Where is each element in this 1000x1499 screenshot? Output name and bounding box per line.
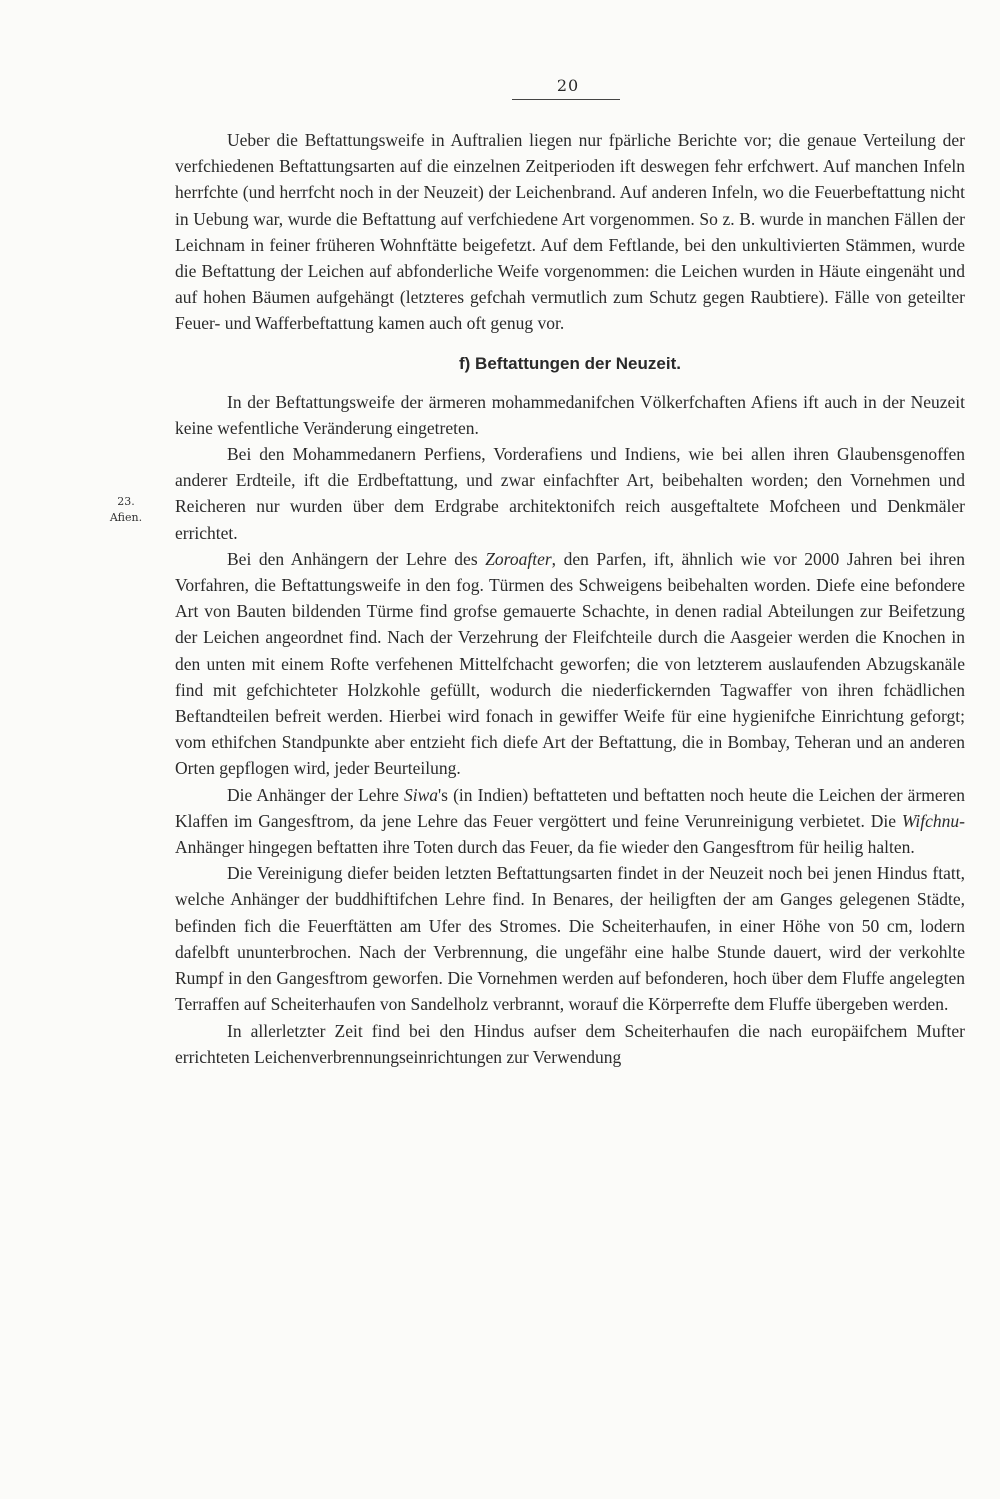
page-number: 20	[556, 76, 580, 95]
margin-note-number: 23.	[117, 495, 135, 508]
name-zoroaster: Zoroafter	[485, 548, 552, 569]
paragraph-siva-middle: 's (in Indien) beftatteten und beftatten noch heute die Leichen der ärmeren Klaffen im Gangesftrom, da jene Lehre das Feuer vergöttert und feine Verunreinigung verbietet. Die	[175, 784, 965, 831]
page-number-rule	[512, 99, 620, 100]
margin-note	[96, 494, 156, 526]
margin-note-label: Afien.	[109, 511, 143, 524]
paragraph-benares: Die Vereinigung diefer beiden letzten Beftattungsarten findet in der Neuzeit noch bei jenen Hindus ftatt, welche Anhänger der buddhiftifchen Lehre find. In Benares, der heiligften der am Ganges gelegenen Städte, befinden fich die Feuerftätten am Ufer des Stromes. Die Scheiterhaufen, in einer Höhe von 50 cm, lodern dafelbft ununterbrochen. Nach der Verbrennung, die ungefähr eine halbe Stunde dauert, wird der verkohlte Rumpf in den Gangesftrom geworfen. Die Vornehmen werden auf befonderen, hoch über dem Fluffe angelegten Terraffen auf Scheiterhaufen von Sandelholz verbrannt, worauf die Körperrefte dem Fluffe übergeben werden.	[175, 863, 965, 1015]
section-heading: f) Beftattungen der Neuzeit.	[459, 353, 681, 373]
paragraph-parsees-start: Bei den Anhängern der Lehre des	[227, 548, 486, 569]
body-text	[175, 127, 965, 1070]
paragraph-australia: Ueber die Beftattungsweife in Auftralien liegen nur fpärliche Berichte vor; die genaue Verteilung der verfchiedenen Beftattungsarten auf die einzelnen Zeitperioden ift deswegen fehr erfchwert. Auf manchen Infeln herrfchte (und herrfcht noch in der Neuzeit) der Leichenbrand. Auf anderen Infeln, wo die Feuerbeftattung nicht in Uebung war, wurde die Beftattung auf verfchiedene Art vorgenommen. So z. B. wurde in manchen Fällen der Leichnam in feiner früheren Wohnftätte beigefetzt. Auf dem Feftlande, bei den unkultivierten Stämmen, wurde die Beftattung der Leichen auf abfonderliche Weife vorgenommen: die Leichen wurden in Häute eingenäht und auf hohen Bäumen aufgehängt (letzteres gefchah vermutlich zum Schutz gegen Raubtiere). Fälle von geteilter Feuer- und Wafferbeftattung kamen auch oft genug vor.	[175, 130, 965, 334]
paragraph-mohammedans: Bei den Mohammedanern Perfiens, Vorderafiens und Indiens, wie bei allen ihren Glaubensgenoffen anderer Erdteile, ift die Erdbeftattung, und zwar einfachfter Art, beibehalten worden; den Vornehmen und Reicheren nur wurden über dem Erdgrabe architektonifch reich ausgeftaltete Mofcheen und Denkmäler errichtet.	[175, 444, 965, 543]
paragraph-modern-crematoria: In allerletzter Zeit find bei den Hindus aufser dem Scheiterhaufen die nach europäifchem Mufter errichteten Leichenverbrennungseinrichtungen zur Verwendung	[175, 1020, 965, 1067]
paragraph-siva-vishnu	[175, 782, 965, 861]
name-siva: Siwa	[403, 784, 439, 805]
paragraph-vishnu-rest: -Anhänger hingegen beftatten ihre Toten durch das Feuer, da fie wieder den Gangesftrom für heilig halten.	[175, 810, 965, 858]
paragraph-parsees	[175, 546, 965, 782]
name-vishnu: Wifchnu	[901, 810, 960, 831]
paragraph-siva-start: Die Anhänger der Lehre	[227, 784, 404, 805]
paragraph-parsees-rest: , den Parfen, ift, ähnlich wie vor 2000 Jahren bei ihren Vorfahren, die Beftattungsweife in den fog. Türmen des Schweigens beibehalten worden. Diefe eine befondere Art von Bauten bildenden Türme find grofse gemauerte Schachte, in denen radial Abteilungen zur Beifetzung der Leichen angeordnet find. Nach der Verzehrung der Fleifchteile durch die Aasgeier werden die Knochen in den unten mit einem Rofte verfehenen Mittelfchacht geworfen; die von letzterem auslaufenden Abzugskanäle find mit gefchichteter Holzkohle gefüllt, wodurch die niederfickernden Tagwaffer von ihren fchädlichen Beftandteilen befreit werden. Hierbei wird fonach in gewiffer Weife für eine hygienifche Einrichtung geforgt; vom ethifchen Standpunkte aber entzieht fich diefe Art der Beftattung, die in Bombay, Teheran und an anderen Orten gepflogen wird, jeder Beurteilung.	[175, 548, 965, 779]
paragraph-asia-intro: In der Beftattungsweife der ärmeren mohammedanifchen Völkerfchaften Afiens ift auch in der Neuzeit keine wefentliche Veränderung eingetreten.	[175, 391, 965, 438]
